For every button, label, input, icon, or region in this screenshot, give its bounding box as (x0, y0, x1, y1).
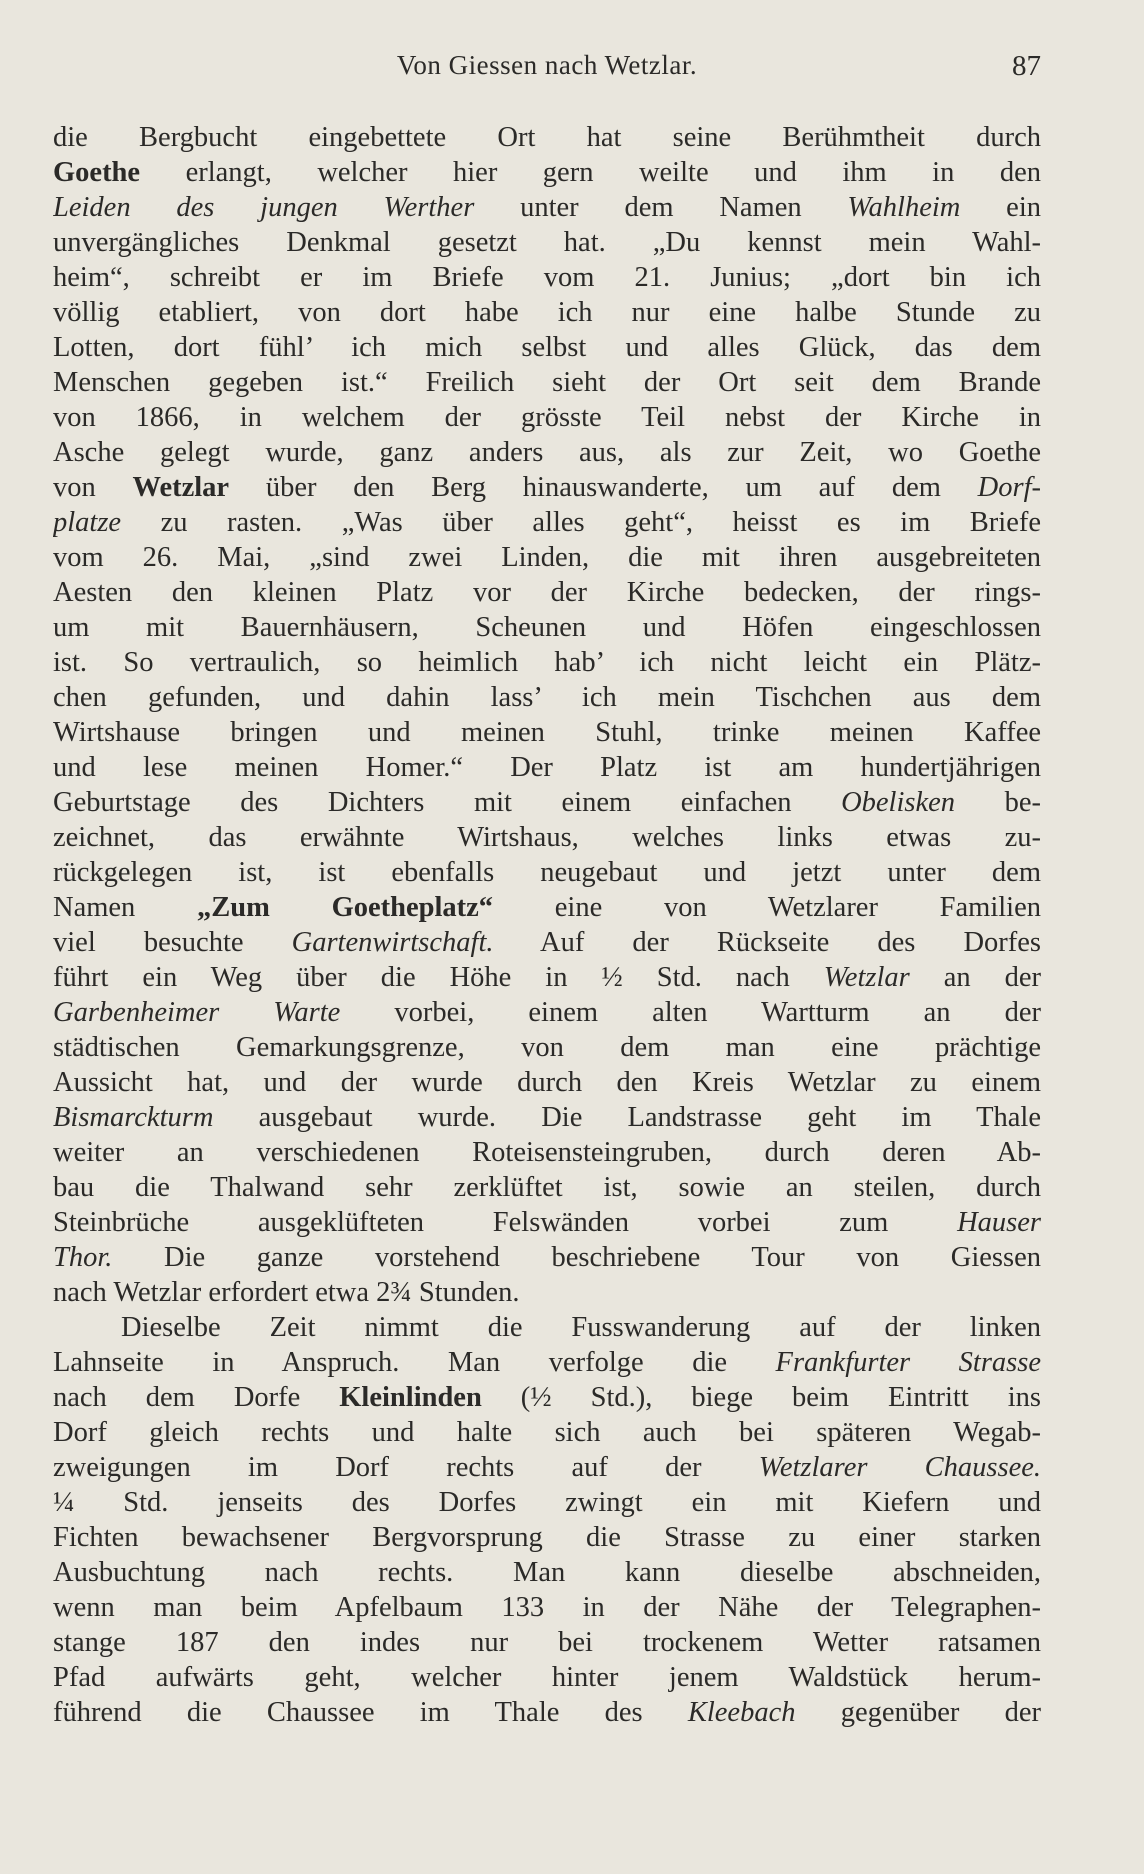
text-run: städtischen Gemarkungsgrenze, von dem man eine prächtige (53, 1032, 1041, 1063)
page-number: 87 (1012, 50, 1041, 82)
italic-text: Gartenwirtschaft. (291, 927, 494, 958)
text-run: und lese meinen Homer.“ Der Platz ist am hundertjährigen (53, 752, 1041, 783)
text-run: an der (909, 962, 1041, 993)
text-line (53, 540, 1041, 575)
text-run: eine von Wetzlarer Familien (493, 892, 1041, 923)
text-run: zweigungen im Dorf rechts auf der (53, 1452, 759, 1483)
italic-text: Garbenheimer Warte (53, 997, 341, 1028)
text-run: zu rasten. „Was über alles geht“, heisst es im Briefe (121, 507, 1041, 538)
text-run: Aesten den kleinen Platz vor der Kirche bedecken, der rings- (53, 577, 1041, 608)
text-run: bau die Thalwand sehr zerklüftet ist, sowie an steilen, durch (53, 1172, 1041, 1203)
text-line (53, 1030, 1041, 1065)
text-run: Fichten bewachsener Bergvorsprung die Strasse zu einer starken (53, 1522, 1041, 1553)
text-line (53, 610, 1041, 645)
text-run: Lotten, dort fühl’ ich mich selbst und alles Glück, das dem (53, 332, 1041, 363)
text-run: führend die Chaussee im Thale des (53, 1697, 688, 1728)
text-run: unter dem Namen (474, 192, 848, 223)
text-run: weiter an verschiedenen Roteisensteingruben, durch deren Ab- (53, 1137, 1041, 1168)
text-line (53, 505, 1041, 540)
text-line (53, 1065, 1041, 1100)
running-title: Von Giessen nach Wetzlar. (396, 50, 698, 80)
text-line (53, 1485, 1041, 1520)
text-line (53, 820, 1041, 855)
italic-text: Dorf- (977, 472, 1041, 503)
text-line (53, 1170, 1041, 1205)
text-line (53, 1660, 1041, 1695)
text-run: viel besuchte (53, 927, 292, 958)
text-line (53, 155, 1041, 190)
text-run: von (53, 472, 133, 503)
text-run: Lahnseite in Anspruch. Man verfolge die (53, 1347, 776, 1378)
italic-text: Hauser (957, 1207, 1041, 1238)
text-line (53, 120, 1041, 155)
text-line (53, 1345, 1041, 1380)
text-run: von 1866, in welchem der grösste Teil nebst der Kirche in (53, 402, 1041, 433)
text-line (53, 750, 1041, 785)
text-run: Steinbrüche ausgeklüfteten Felswänden vorbei zum (53, 1207, 958, 1238)
text-run: gegenüber der (795, 1697, 1041, 1728)
text-line (53, 645, 1041, 680)
italic-text: Frankfurter Strasse (775, 1347, 1041, 1378)
text-line (53, 470, 1041, 505)
bold-text: Kleinlinden (339, 1382, 482, 1413)
text-run: heim“, schreibt er im Briefe vom 21. Junius; „dort bin ich (53, 262, 1041, 293)
text-run: führt ein Weg über die Höhe in ½ Std. nach (53, 962, 824, 993)
text-line (53, 435, 1041, 470)
text-line (53, 1415, 1041, 1450)
text-line (53, 890, 1041, 925)
text-run: Auf der Rückseite des Dorfes (493, 927, 1041, 958)
text-line (53, 1520, 1041, 1555)
text-run: (½ Std.), biege beim Eintritt ins (481, 1382, 1041, 1413)
text-run: Die ganze vorstehend beschriebene Tour von Giessen (112, 1242, 1041, 1273)
text-run: Namen (53, 892, 198, 923)
page-header (53, 50, 1041, 90)
text-run: Dorf gleich rechts und halte sich auch bei späteren Wegab- (53, 1417, 1041, 1448)
text-run: unvergängliches Denkmal gesetzt hat. „Du kennst mein Wahl- (53, 227, 1041, 258)
italic-text: Wahlheim (847, 192, 961, 223)
italic-text: platze (53, 507, 122, 538)
text-line (53, 715, 1041, 750)
italic-text: Thor. (53, 1242, 113, 1273)
text-line (53, 1625, 1041, 1660)
text-line (53, 295, 1041, 330)
text-line (53, 1590, 1041, 1625)
text-run: ausgebaut wurde. Die Landstrasse geht im Thale (213, 1102, 1041, 1133)
bold-text: Wetzlar (132, 472, 230, 503)
text-run: erlangt, welcher hier gern weilte und ihm in den (140, 157, 1041, 188)
text-line (53, 575, 1041, 610)
text-run: ¼ Std. jenseits des Dorfes zwingt ein mit Kiefern und (53, 1487, 1041, 1518)
text-run: die Bergbucht eingebettete Ort hat seine Berühmtheit durch (53, 122, 1041, 153)
italic-text: Wetzlar (823, 962, 910, 993)
text-run: nach Wetzlar erfordert etwa 2¾ Stunden. (53, 1277, 520, 1308)
text-run: Aussicht hat, und der wurde durch den Kreis Wetzlar zu einem (53, 1067, 1041, 1098)
text-line (53, 1450, 1041, 1485)
text-line (53, 330, 1041, 365)
text-run: um mit Bauernhäusern, Scheunen und Höfen eingeschlossen (53, 612, 1041, 643)
text-line (53, 225, 1041, 260)
bold-text: Goethe (53, 157, 141, 188)
body-text (53, 120, 1041, 1730)
text-line (53, 960, 1041, 995)
text-line (53, 1240, 1041, 1275)
text-line (53, 855, 1041, 890)
text-run: wenn man beim Apfelbaum 133 in der Nähe der Telegraphen- (53, 1592, 1041, 1623)
text-run: zeichnet, das erwähnte Wirtshaus, welches links etwas zu- (53, 822, 1041, 853)
text-line (53, 925, 1041, 960)
text-run: ein (960, 192, 1041, 223)
text-run: Pfad aufwärts geht, welcher hinter jenem Waldstück herum- (53, 1662, 1041, 1693)
text-run: völlig etabliert, von dort habe ich nur eine halbe Stunde zu (53, 297, 1041, 328)
text-line (53, 1310, 1041, 1345)
text-run: nach dem Dorfe (53, 1382, 340, 1413)
text-run: rückgelegen ist, ist ebenfalls neugebaut und jetzt unter dem (53, 857, 1041, 888)
text-run: Asche gelegt wurde, ganz anders aus, als zur Zeit, wo Goethe (53, 437, 1041, 468)
text-run: be- (955, 787, 1041, 818)
text-run: Geburtstage des Dichters mit einem einfachen (53, 787, 842, 818)
text-line (53, 190, 1041, 225)
text-line (53, 1695, 1041, 1730)
text-line (53, 1275, 1041, 1310)
bold-text: „Zum Goetheplatz“ (197, 892, 494, 923)
italic-text: Kleebach (687, 1697, 796, 1728)
text-run: Menschen gegeben ist.“ Freilich sieht der Ort seit dem Brande (53, 367, 1041, 398)
text-line (53, 260, 1041, 295)
text-line (53, 400, 1041, 435)
text-line (53, 785, 1041, 820)
text-line (53, 365, 1041, 400)
text-run: Wirtshause bringen und meinen Stuhl, trinke meinen Kaffee (53, 717, 1041, 748)
text-run: stange 187 den indes nur bei trockenem Wetter ratsamen (53, 1627, 1041, 1658)
text-line (53, 1205, 1041, 1240)
text-line (53, 1380, 1041, 1415)
italic-text: Obelisken (841, 787, 956, 818)
text-run: über den Berg hinauswanderte, um auf dem (229, 472, 978, 503)
text-run: vorbei, einem alten Wartturm an der (340, 997, 1041, 1028)
text-run: vom 26. Mai, „sind zwei Linden, die mit ihren ausgebreiteten (53, 542, 1041, 573)
text-line (53, 1555, 1041, 1590)
text-line (53, 995, 1041, 1030)
text-line (53, 1100, 1041, 1135)
italic-text: Wetzlarer Chaussee. (758, 1452, 1041, 1483)
text-run: Ausbuchtung nach rechts. Man kann dieselbe abschneiden, (53, 1557, 1041, 1588)
italic-text: Bismarckturm (53, 1102, 214, 1133)
text-line (53, 680, 1041, 715)
text-run: chen gefunden, und dahin lass’ ich mein Tischchen aus dem (53, 682, 1041, 713)
text-run: ist. So vertraulich, so heimlich hab’ ich nicht leicht ein Plätz- (53, 647, 1041, 678)
text-run: Dieselbe Zeit nimmt die Fusswanderung auf der linken (121, 1312, 1041, 1343)
italic-text: Leiden des jungen Werther (53, 192, 475, 223)
text-line (53, 1135, 1041, 1170)
